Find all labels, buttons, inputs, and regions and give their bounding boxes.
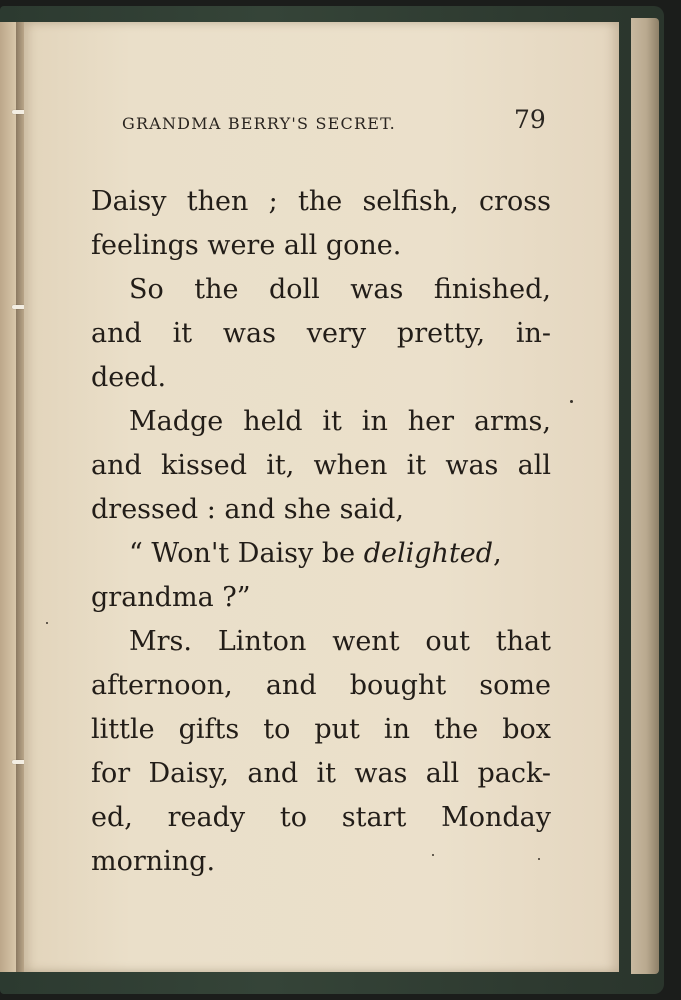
text-line: afternoon, and bought some	[91, 670, 551, 701]
text-line: feelings were all gone.	[91, 230, 402, 261]
text-line: Madge held it in her arms,	[129, 406, 551, 437]
running-title: GRANDMA BERRY'S SECRET.	[122, 114, 396, 133]
page-header	[24, 105, 619, 135]
quote-text: “ Won't Daisy be	[129, 538, 364, 569]
text-line: and it was very pretty, in-	[91, 318, 551, 349]
emphasized-word: delighted	[363, 538, 494, 569]
text-line: for Daisy, and it was all pack-	[91, 758, 551, 789]
text-line: deed.	[91, 362, 167, 393]
facing-page-edge	[0, 22, 16, 972]
book-page	[24, 22, 619, 972]
text-line: little gifts to put in the box	[91, 714, 551, 745]
text-line: morning.	[91, 846, 216, 877]
body-text	[91, 180, 551, 884]
text-line	[91, 532, 551, 576]
page-number: 79	[514, 105, 546, 134]
text-line: ed, ready to start Monday	[91, 802, 551, 833]
text-line: Daisy then ; the selfish, cross	[91, 186, 551, 217]
text-line: and kissed it, when it was all	[91, 450, 551, 481]
ink-speck	[46, 622, 48, 624]
text-line: dressed : and she said,	[91, 494, 405, 525]
quote-text: ,	[493, 538, 502, 569]
ink-speck	[538, 858, 540, 860]
page-edges	[631, 18, 659, 974]
ink-speck	[432, 854, 434, 856]
ink-speck	[570, 400, 573, 403]
text-line: grandma ?”	[91, 582, 251, 613]
text-line: Mrs. Linton went out that	[129, 626, 551, 657]
text-line: So the doll was finished,	[129, 274, 551, 305]
